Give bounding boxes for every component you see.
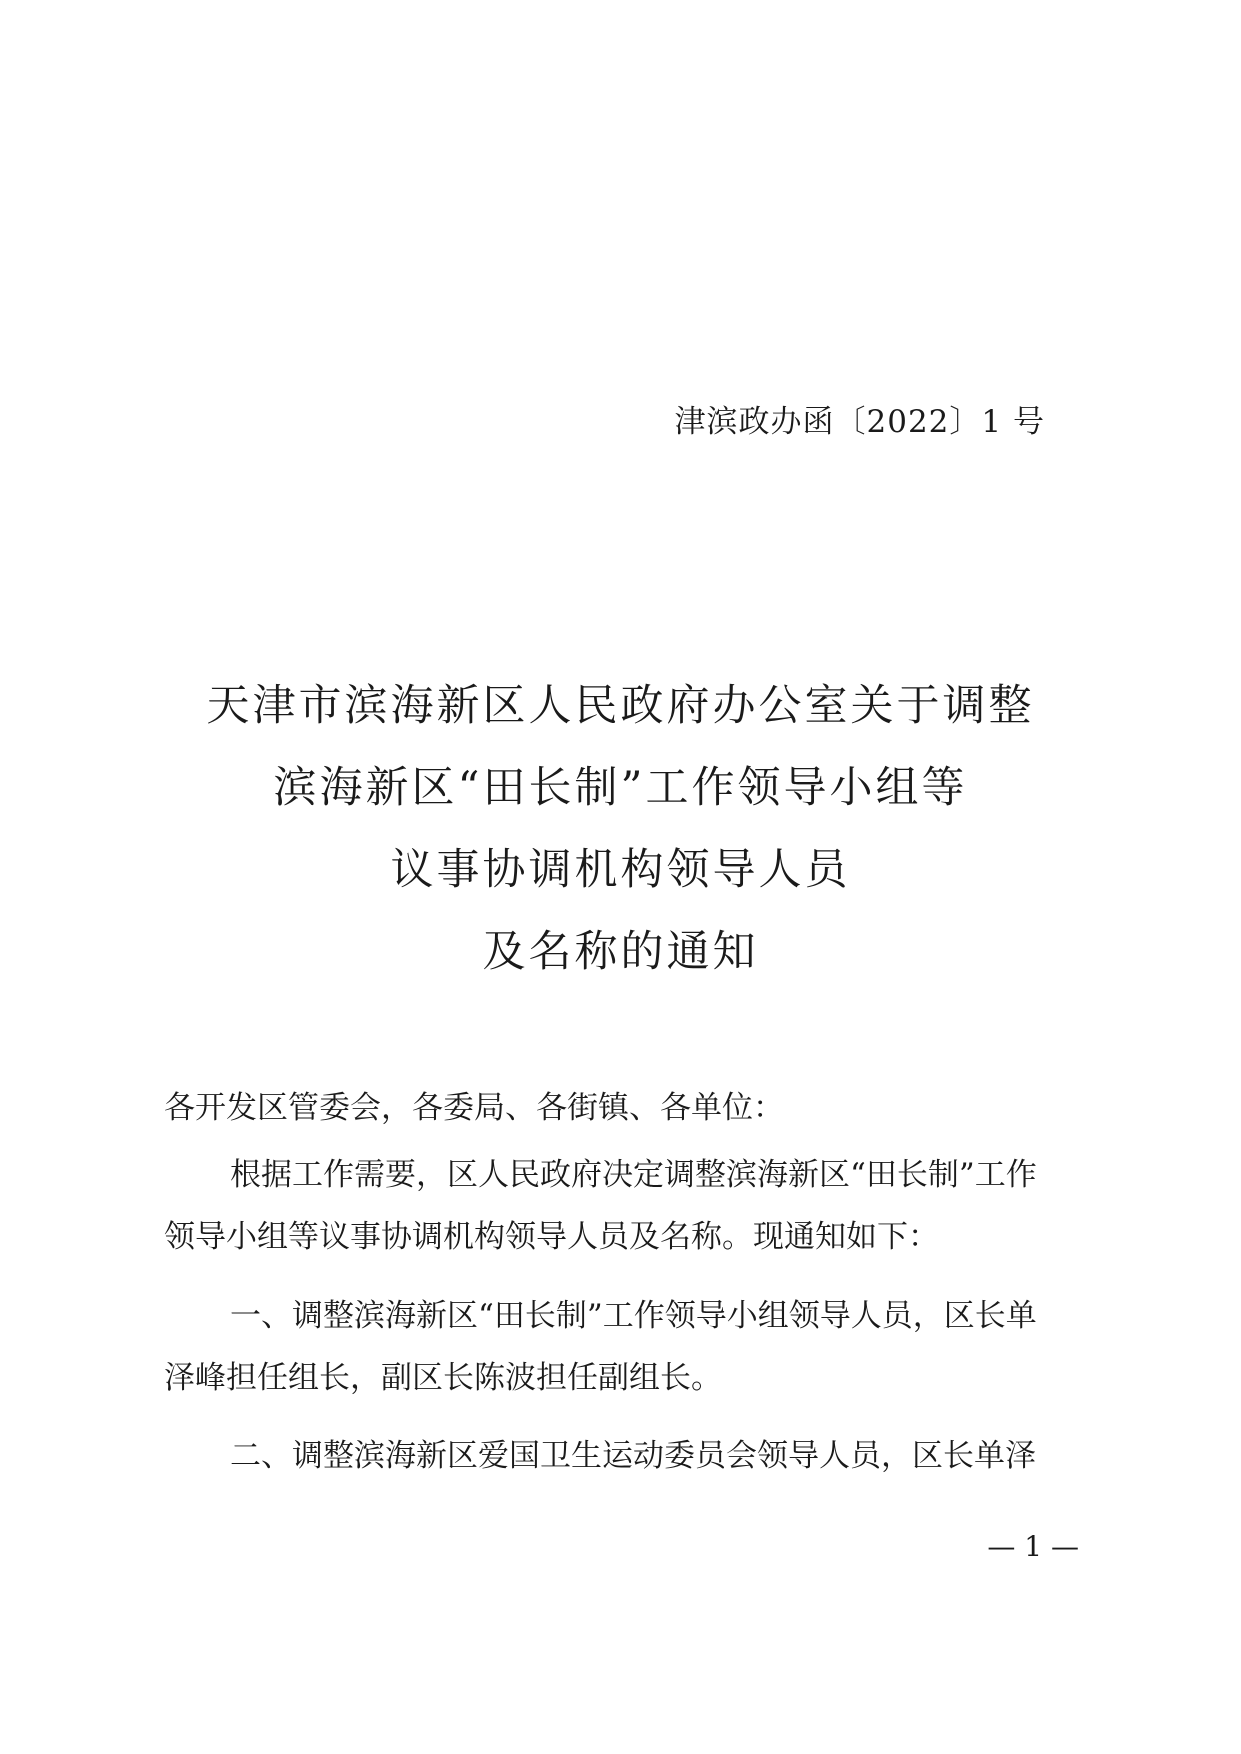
document-number: 津滨政办函〔2022〕1 号 <box>674 404 1045 440</box>
title-line: 议事协调机构领导人员 <box>390 845 851 895</box>
title-line: 及名称的通知 <box>482 927 759 977</box>
paragraph-line: 根据工作需要，区人民政府决定调整滨海新区“田长制”工作 <box>230 1157 1037 1193</box>
body-paragraph <box>164 1285 1084 1409</box>
paragraph-line: 二、调整滨海新区爱国卫生运动委员会领导人员，区长单泽 <box>230 1438 1036 1474</box>
addressee: 各开发区管委会，各委局、各街镇、各单位： <box>164 1090 784 1126</box>
paragraph-line: 泽峰担任组长，副区长陈波担任副组长。 <box>164 1360 722 1396</box>
page-number: — 1 — <box>987 1530 1079 1563</box>
document-title <box>0 665 1241 993</box>
paragraph-line: 一、调整滨海新区“田长制”工作领导小组领导人员，区长单 <box>230 1298 1037 1334</box>
paragraph-line: 领导小组等议事协调机构领导人员及名称。现通知如下： <box>164 1219 939 1255</box>
body-paragraph <box>164 1144 1084 1268</box>
body-paragraph <box>164 1425 1084 1487</box>
title-line: 天津市滨海新区人民政府办公室关于调整 <box>206 681 1035 731</box>
title-line: 滨海新区“田长制”工作领导小组等 <box>273 763 968 813</box>
